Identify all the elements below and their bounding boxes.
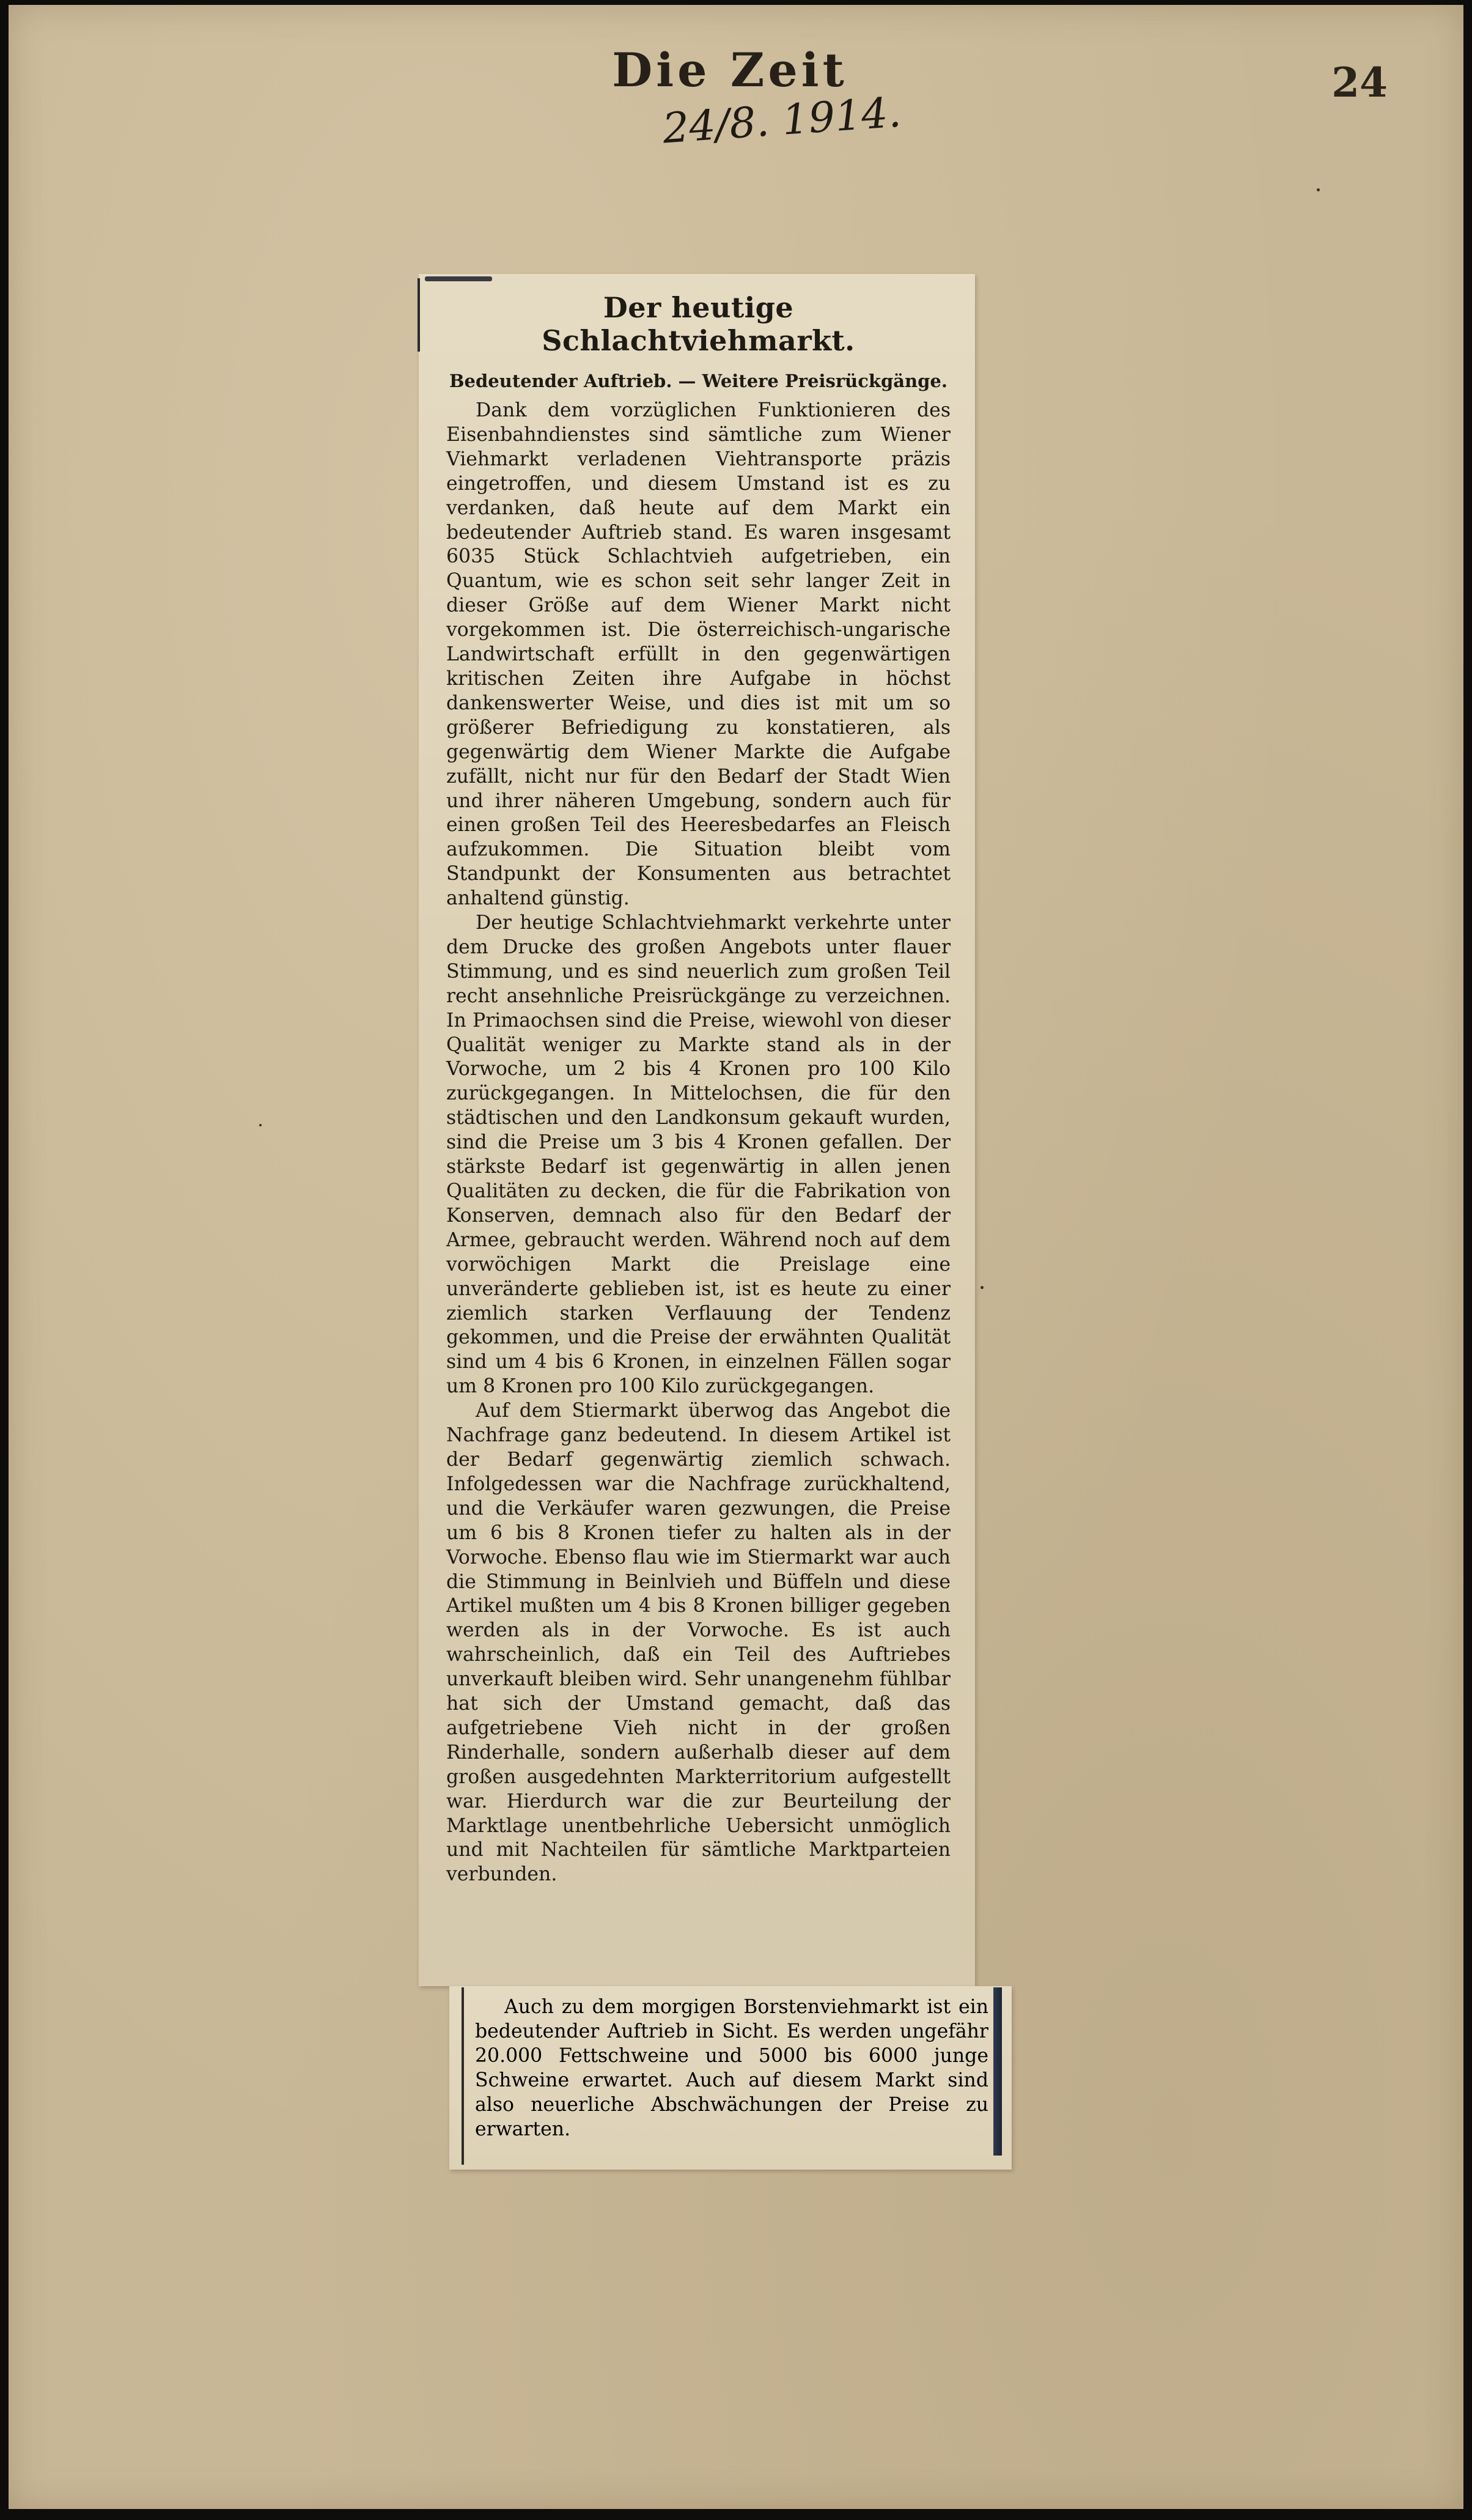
second-clipping xyxy=(449,1986,1012,2170)
clipping-edge-mark xyxy=(462,1987,464,2165)
paper-speck xyxy=(981,1286,984,1289)
page-number: 24 xyxy=(1331,59,1388,106)
handwritten-date: 24/8. 1914. xyxy=(661,88,903,153)
article-paragraph: Auf dem Stiermarkt überwog das Angebot die Nachfrage ganz bedeutend. In diesem Artikel ist der Bedarf gegenwärtig ziemlich schwach. Infolgedessen war die Nachfrage zurückhaltend, und die Verkäufer waren gezwungen, die Preise um 6 bis 8 Kronen tiefer zu halten als in der Vorwoche. Ebenso flau wie im Stiermarkt war auch die Stimmung in Beinlvieh und Büffeln und diese Artikel mußten um 4 bis 8 Kronen billiger gegeben werden als in der Vorwoche. Es ist auch wahrscheinlich, daß ein Teil des Auftriebes unverkauft bleiben wird. Sehr unangenehm fühlbar hat sich der Umstand gemacht, daß das aufgetriebene Vieh nicht in der großen Rinderhalle, sondern außerhalb dieser auf dem großen ausgedehnten Markterritorium aufgestellt war. Hierdurch war die zur Beurteilung der Marktlage unentbehrliche Uebersicht unmöglich und mit Nachteilen für sämtliche Marktparteien verbunden. xyxy=(446,1400,951,1886)
journal-title: Die Zeit xyxy=(612,43,848,97)
paper-speck xyxy=(1317,188,1320,191)
article-paragraph: Der heutige Schlachtviehmarkt verkehrte unter dem Drucke des großen Angebots unter flauer Stimmung, und es sind neuerlich zum großen Teil recht ansehnliche Preisrückgänge zu verzeichnen. In Primaochsen sind die Preise, wiewohl von dieser Qualität weniger zu Markte stand als in der Vorwoche, um 2 bis 4 Kronen pro 100 Kilo zurückgegangen. In Mittelochsen, die für den städtischen und den Landkonsum gekauft wurden, sind die Preise um 3 bis 4 Kronen gefallen. Der stärkste Bedarf ist gegenwärtig in allen jenen Qualitäten zu decken, die für die Fabrikation von Konserven, demnach also für den Bedarf der Armee, gebraucht werden. Während noch auf dem vorwöchigen Markt die Preislage eine unveränderte geblieben ist, ist es heute zu einer ziemlich starken Verflauung der Tendenz gekommen, und die Preise der erwähnten Qualität sind um 4 bis 6 Kronen, in einzelnen Fällen sogar um 8 Kronen pro 100 Kilo zurückgegangen. xyxy=(446,912,951,1398)
clipping-edge-mark xyxy=(425,276,492,281)
second-clipping-paragraph: Auch zu dem morgigen Borstenviehmarkt ist ein bedeutender Auftrieb in Sicht. Es werden ungefähr 20.000 Fettschweine und 5000 bis 6000 junge Schweine erwartet. Auch auf diesem Markt sind also neuerliche Abschwächungen der Preise zu erwarten. xyxy=(475,1996,988,2140)
article-headline: Der heutige Schlachtviehmarkt. xyxy=(542,291,855,357)
clipping-tape-strip xyxy=(993,1987,1002,2156)
article-subheadline: Bedeutender Auftrieb. — Weitere Preisrückgänge. xyxy=(449,371,948,391)
article-paragraph: Dank dem vorzüglichen Funktionieren des Eisenbahndienstes sind sämtliche zum Wiener Viehmarkt verladenen Viehtransporte präzis eingetroffen, und diesem Umstand ist es zu verdanken, daß heute auf dem Markt ein bedeutender Auftrieb stand. Es waren insgesamt 6035 Stück Schlachtvieh aufgetrieben, ein Quantum, wie es schon seit sehr langer Zeit in dieser Größe auf dem Wiener Markt nicht vorgekommen ist. Die österreichisch-ungarische Landwirtschaft erfüllt in den gegenwärtigen kritischen Zeiten ihre Aufgabe in höchst dankenswerter Weise, und dies ist mit um so größerer Befriedigung zu konstatieren, als gegenwärtig dem Wiener Markte die Aufgabe zufällt, nicht nur für den Bedarf der Stadt Wien und ihrer näheren Umgebung, sondern auch für einen großen Teil des Heeresbedarfes an Fleisch aufzukommen. Die Situation bleibt vom Standpunkt der Konsumenten aus betrachtet anhaltend günstig. xyxy=(446,399,951,910)
article-column xyxy=(446,286,951,1887)
newspaper-clipping xyxy=(419,274,975,1986)
paper-speck xyxy=(259,1124,262,1126)
clipping-edge-mark xyxy=(418,278,420,352)
